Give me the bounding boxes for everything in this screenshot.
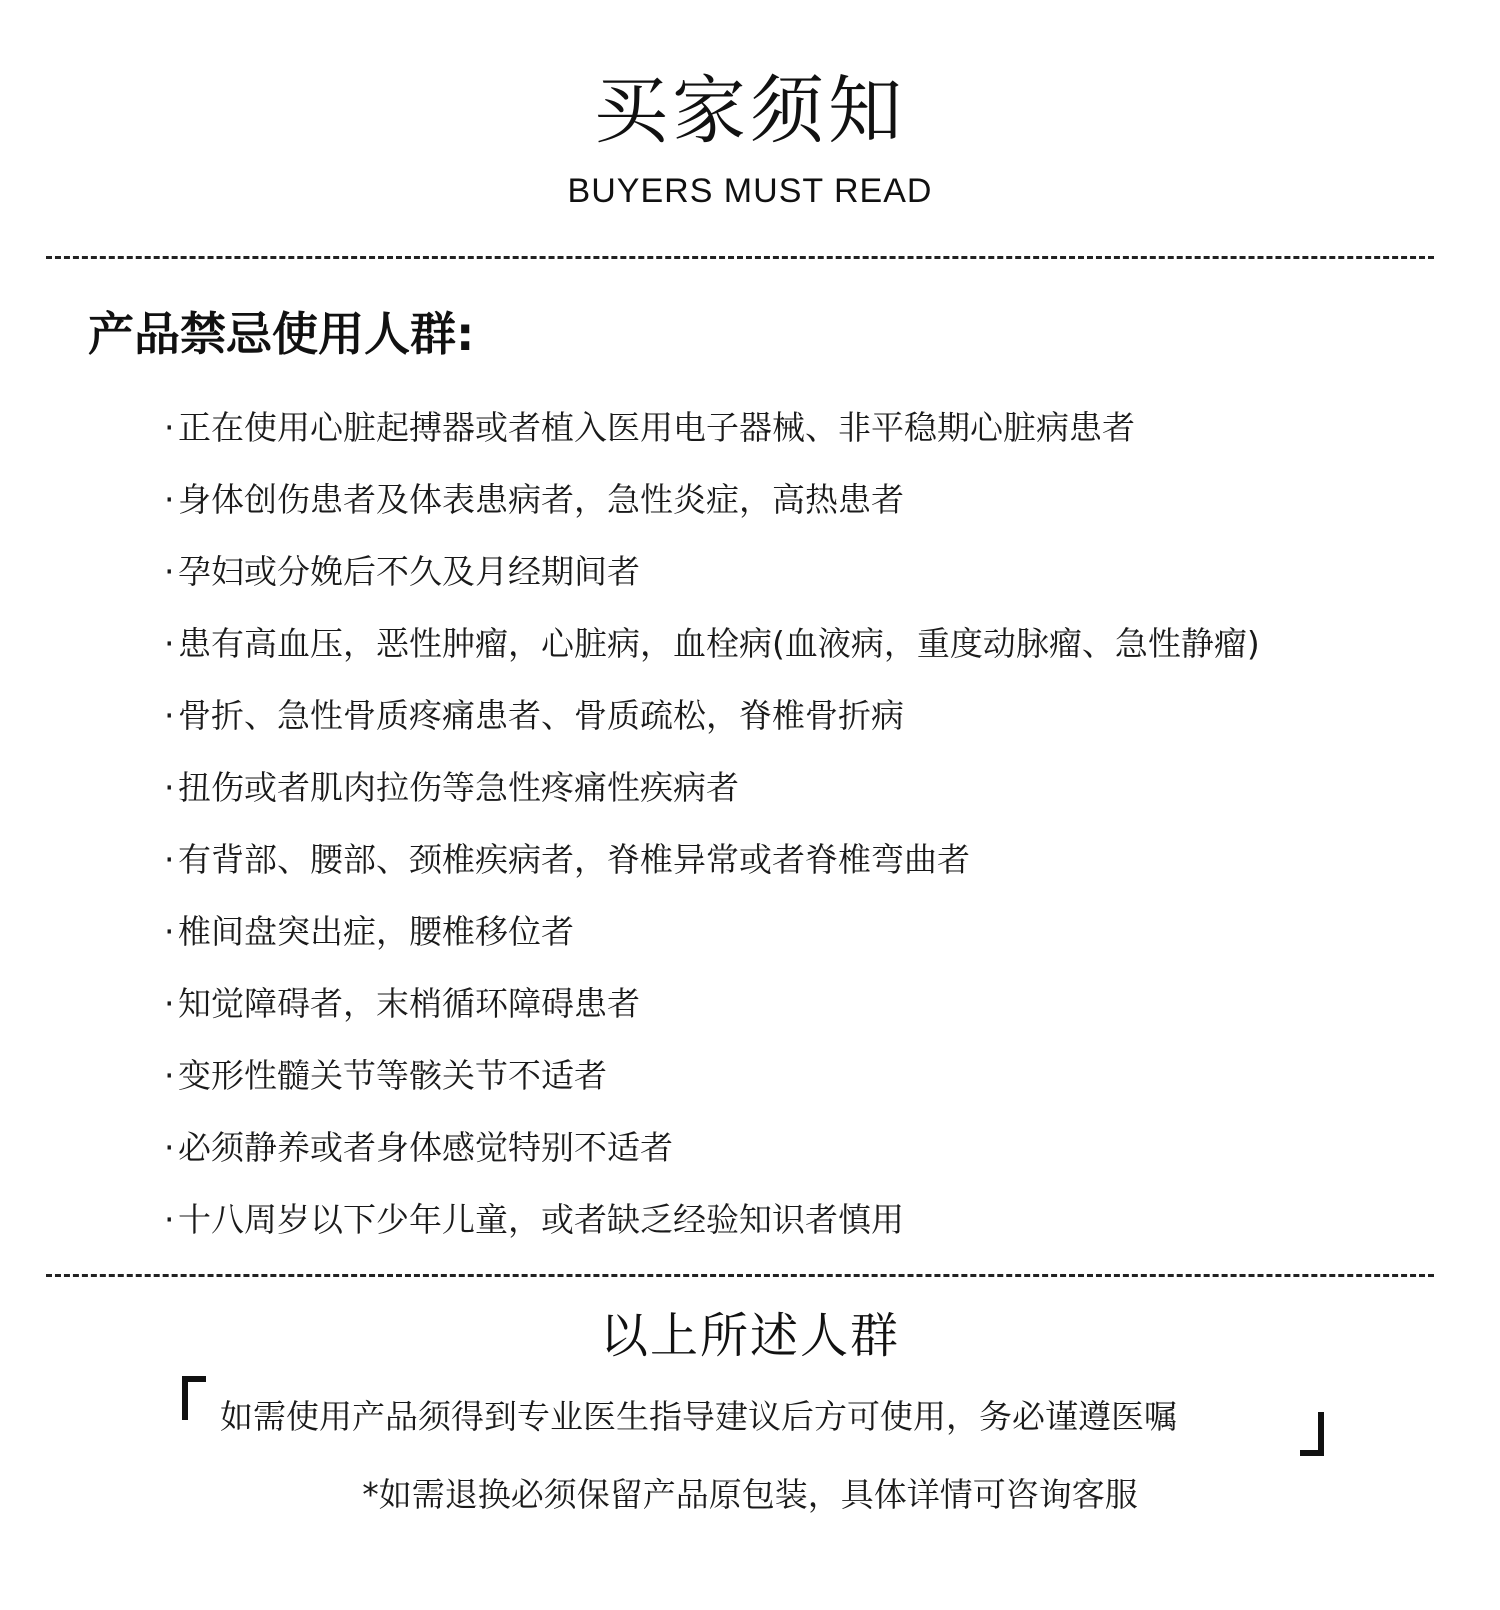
- page-subtitle: BUYERS MUST READ: [567, 172, 933, 210]
- bullet-icon: ·: [164, 408, 175, 447]
- list-item: [164, 536, 1260, 608]
- page-title: 买家须知: [594, 68, 906, 154]
- bullet-icon: ·: [164, 984, 175, 1023]
- bullet-icon: ·: [164, 1128, 175, 1167]
- header: [0, 70, 1500, 211]
- list-item: [164, 824, 1260, 896]
- list-item-text: 扭伤或者肌肉拉伤等急性疼痛性疾病者: [178, 768, 739, 807]
- list-item-text: 孕妇或分娩后不久及月经期间者: [178, 552, 640, 591]
- section-title: 产品禁忌使用人群:: [88, 307, 475, 361]
- dashed-divider-bottom: [46, 1274, 1434, 1277]
- list-item-text: 十八周岁以下少年儿童，或者缺乏经验知识者慎用: [178, 1200, 904, 1239]
- list-item: [164, 1184, 1260, 1256]
- list-item-text: 知觉障碍者，末梢循环障碍患者: [178, 984, 640, 1023]
- list-item: [164, 1112, 1260, 1184]
- contraindication-list: [164, 392, 1260, 1256]
- dashed-divider-top: [46, 256, 1434, 259]
- list-item: [164, 464, 1260, 536]
- bullet-icon: ·: [164, 840, 175, 879]
- bullet-icon: ·: [164, 696, 175, 735]
- corner-bracket-open-icon: [182, 1376, 206, 1420]
- list-item: [164, 896, 1260, 968]
- list-item-text: 必须静养或者身体感觉特别不适者: [178, 1128, 673, 1167]
- list-item-text: 正在使用心脏起搏器或者植入医用电子器械、非平稳期心脏病患者: [178, 408, 1135, 447]
- list-item-text: 变形性髓关节等骸关节不适者: [178, 1056, 607, 1095]
- bullet-icon: ·: [164, 1200, 175, 1239]
- bullet-icon: ·: [164, 1056, 175, 1095]
- list-item-text: 骨折、急性骨质疼痛患者、骨质疏松，脊椎骨折病: [178, 696, 904, 735]
- bullet-icon: ·: [164, 480, 175, 519]
- advice-text: 如需使用产品须得到专业医生指导建议后方可使用，务必谨遵医嘱: [220, 1397, 1177, 1436]
- list-item: [164, 1040, 1260, 1112]
- list-item: [164, 680, 1260, 752]
- bullet-icon: ·: [164, 624, 175, 663]
- list-item-text: 身体创伤患者及体表患病者，急性炎症，高热患者: [178, 480, 904, 519]
- bullet-icon: ·: [164, 912, 175, 951]
- bullet-icon: ·: [164, 768, 175, 807]
- footer-title: 以上所述人群: [599, 1308, 900, 1364]
- list-item: [164, 608, 1260, 680]
- list-item: [164, 752, 1260, 824]
- corner-bracket-close-icon: [1300, 1412, 1324, 1456]
- list-item-text: 有背部、腰部、颈椎疾病者，脊椎异常或者脊椎弯曲者: [178, 840, 970, 879]
- return-note: *如需退换必须保留产品原包装，具体详情可咨询客服: [362, 1475, 1138, 1514]
- list-item: [164, 392, 1260, 464]
- list-item-text: 患有高血压，恶性肿瘤，心脏病，血栓病(血液病，重度动脉瘤、急性静瘤): [178, 624, 1260, 663]
- bullet-icon: ·: [164, 552, 175, 591]
- list-item-text: 椎间盘突出症，腰椎移位者: [178, 912, 574, 951]
- list-item: [164, 968, 1260, 1040]
